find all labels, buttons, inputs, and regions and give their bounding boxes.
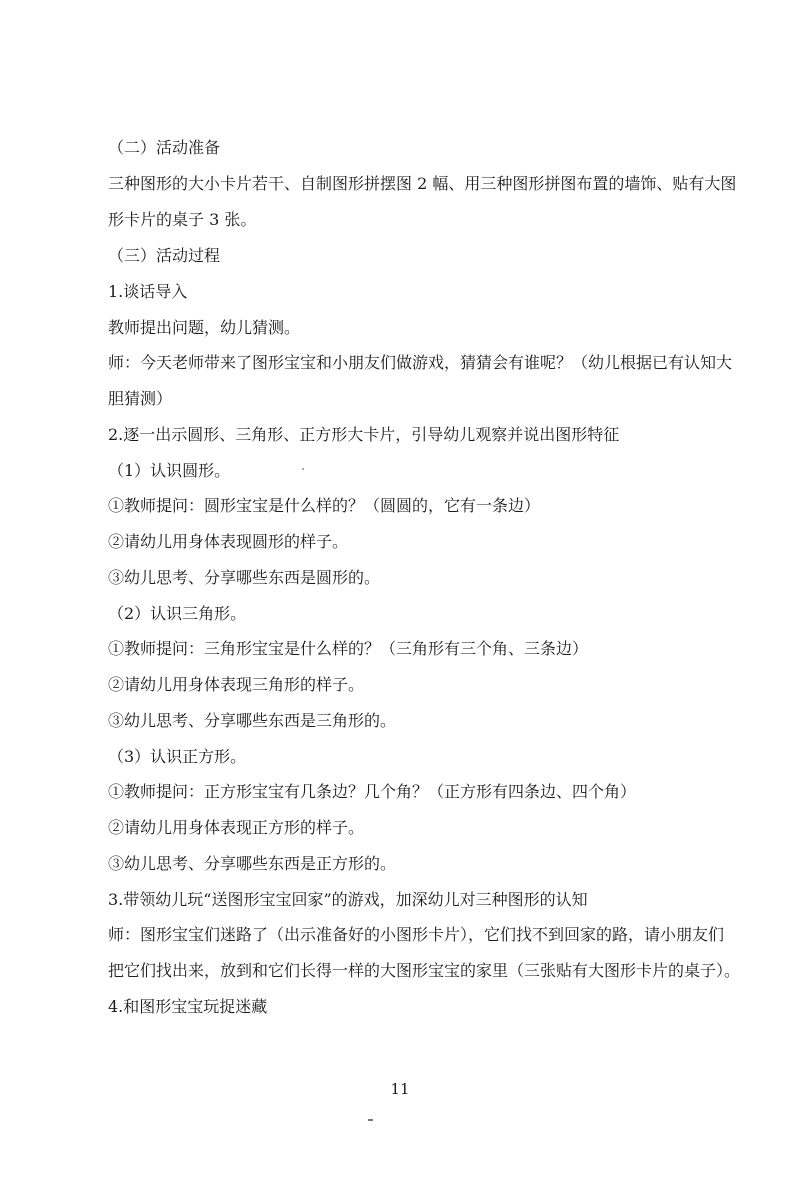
section-heading-process: （三）活动过程 <box>108 246 221 265</box>
paragraph-line: 师：今天老师带来了图形宝宝和小朋友们做游戏，猜猜会有谁呢？（幼儿根据已有认知大 <box>108 353 733 372</box>
sub-heading-circle: （1）认识圆形。 <box>108 461 231 480</box>
list-item: ①教师提问：正方形宝宝有几条边？几个角？（正方形有四条边、四个角） <box>108 782 637 801</box>
scan-mark <box>368 1119 373 1121</box>
step-heading-3: 3.带领幼儿玩“送图形宝宝回家”的游戏，加深幼儿对三种图形的认知 <box>108 890 588 909</box>
paragraph-line: 三种图形的大小卡片若干、自制图形拼摆图 2 幅、用三种图形拼图布置的墙饰、贴有大图 <box>108 174 737 193</box>
sub-heading-square: （3）认识正方形。 <box>108 747 247 766</box>
list-item: ①教师提问：圆形宝宝是什么样的？（圆圆的，它有一条边） <box>108 496 541 515</box>
step-heading-4: 4.和图形宝宝玩捉迷藏 <box>108 997 268 1016</box>
paragraph-line: 把它们找出来，放到和它们长得一样的大图形宝宝的家里（三张贴有大图形卡片的桌子）。 <box>108 961 741 980</box>
step-heading-1: 1.谈话导入 <box>108 282 188 301</box>
section-heading-preparation: （二）活动准备 <box>108 138 221 157</box>
list-item: ②请幼儿用身体表现三角形的样子。 <box>108 675 365 694</box>
list-item: ③幼儿思考、分享哪些东西是三角形的。 <box>108 711 397 730</box>
list-item: ②请幼儿用身体表现正方形的样子。 <box>108 818 365 837</box>
sub-heading-triangle: （2）认识三角形。 <box>108 604 247 623</box>
list-item: ③幼儿思考、分享哪些东西是圆形的。 <box>108 568 381 587</box>
list-item: ①教师提问：三角形宝宝是什么样的？（三角形有三个角、三条边） <box>108 639 589 658</box>
paragraph-line: 形卡片的桌子 3 张。 <box>108 210 257 229</box>
list-item: ③幼儿思考、分享哪些东西是正方形的。 <box>108 854 397 873</box>
page-number: 11 <box>390 1080 410 1098</box>
scan-speck <box>302 468 304 470</box>
step-heading-2: 2.逐一出示圆形、三角形、正方形大卡片，引导幼儿观察并说出图形特征 <box>108 425 620 444</box>
list-item: ②请幼儿用身体表现圆形的样子。 <box>108 532 349 551</box>
paragraph-line: 教师提出问题，幼儿猜测。 <box>108 318 301 337</box>
paragraph-line: 胆猜测） <box>108 389 173 408</box>
paragraph-line: 师：图形宝宝们迷路了（出示准备好的小图形卡片），它们找不到回家的路，请小朋友们 <box>108 925 725 944</box>
